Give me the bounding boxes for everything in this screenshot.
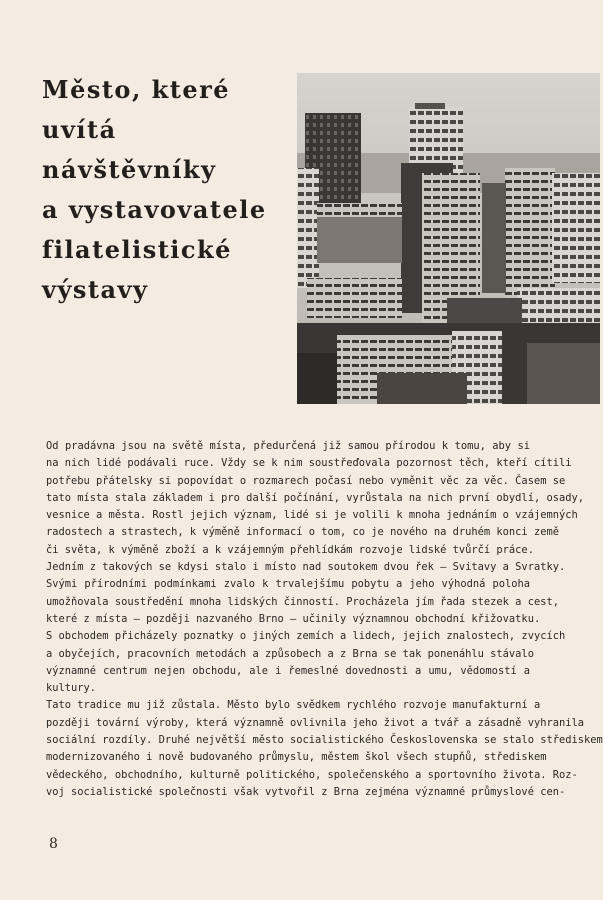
article-body [46, 438, 603, 801]
body-line: kultury. [46, 682, 97, 695]
heading-line: a vystavovatele [42, 195, 267, 224]
body-line: Svými přírodními podmínkami zvalo k trvalejšímu pobytu a jeho výhodná poloha [46, 578, 530, 591]
heading-line: Město, které [42, 75, 231, 104]
page-number: 8 [49, 836, 58, 852]
body-line: radostech a strastech, k výměně informací o tom, co je nového na druhém konci země [46, 526, 559, 539]
body-line: vesnice a města. Rostl jejich význam, lidé si je volili k mnoha jednáním o vzájemných [46, 509, 578, 522]
city-skyline-photo [297, 73, 600, 404]
body-line: Tato tradice mu již zůstala. Město bylo svědkem rychlého rozvoje manufakturní a [46, 699, 541, 712]
body-line: které z místa — později nazvaného Brno — učinily významnou obchodní křižovatku. [46, 612, 541, 625]
body-line: sociální rozdíly. Druhé největší město socialistického Československa se stalo střediskem [46, 734, 603, 747]
body-line: potřebu přátelsky si popovídat o rozmarech počasí nebo vyměnit věc za věc. Časem se [46, 474, 566, 487]
body-line: modernizovaného i nově budovaného průmyslu, městem škol všech stupňů, střediskem [46, 751, 547, 764]
heading-line: uvítá [42, 115, 117, 144]
page-heading [42, 70, 292, 310]
body-line: na nich lidé podávali ruce. Vždy se k nim soustřeďovala pozornost těch, kteří cítili [46, 457, 572, 470]
body-line: voj socialistické společnosti však vytvořil z Brna zejména významné průmyslové cen- [46, 785, 566, 798]
body-line: a obyčejích, pracovních metodách a způsobech a z Brna se tak ponenáhlu stávalo [46, 647, 534, 660]
body-line: vědeckého, obchodního, kulturně politického, společenského a sportovního života. Roz- [46, 768, 578, 781]
body-line: S obchodem přicházely poznatky o jiných zemích a lidech, jejich znalostech, zvycích [46, 630, 566, 643]
heading-line: filatelistické [42, 235, 232, 264]
heading-line: výstavy [42, 275, 149, 304]
body-line: či světa, k výměně zboží a k vzájemným přehlídkám rozvoje lidské tvůrčí práce. [46, 543, 534, 556]
body-line: významné centrum nejen obchodu, ale i řemeslné dovednosti a umu, vědomostí a [46, 664, 530, 677]
body-line: Od pradávna jsou na světě místa, předurčená již samou přírodou k tomu, aby si [46, 440, 530, 452]
body-line: Jedním z takových se kdysi stalo i místo nad soutokem dvou řek — Svitavy a Svratky. [46, 561, 566, 574]
body-line: umožňovala soustředění mnoha lidských činností. Procházela jím řada stezek a cest, [46, 595, 559, 608]
heading-line: návštěvníky [42, 155, 217, 184]
body-line: později tovární výroby, která významně ovlivnila jeho život a tvář a zásadně vyhranila [46, 716, 584, 729]
body-line: tato místa stala základem i pro další počínání, vyrůstala na nich první obydlí, osady, [46, 491, 584, 504]
